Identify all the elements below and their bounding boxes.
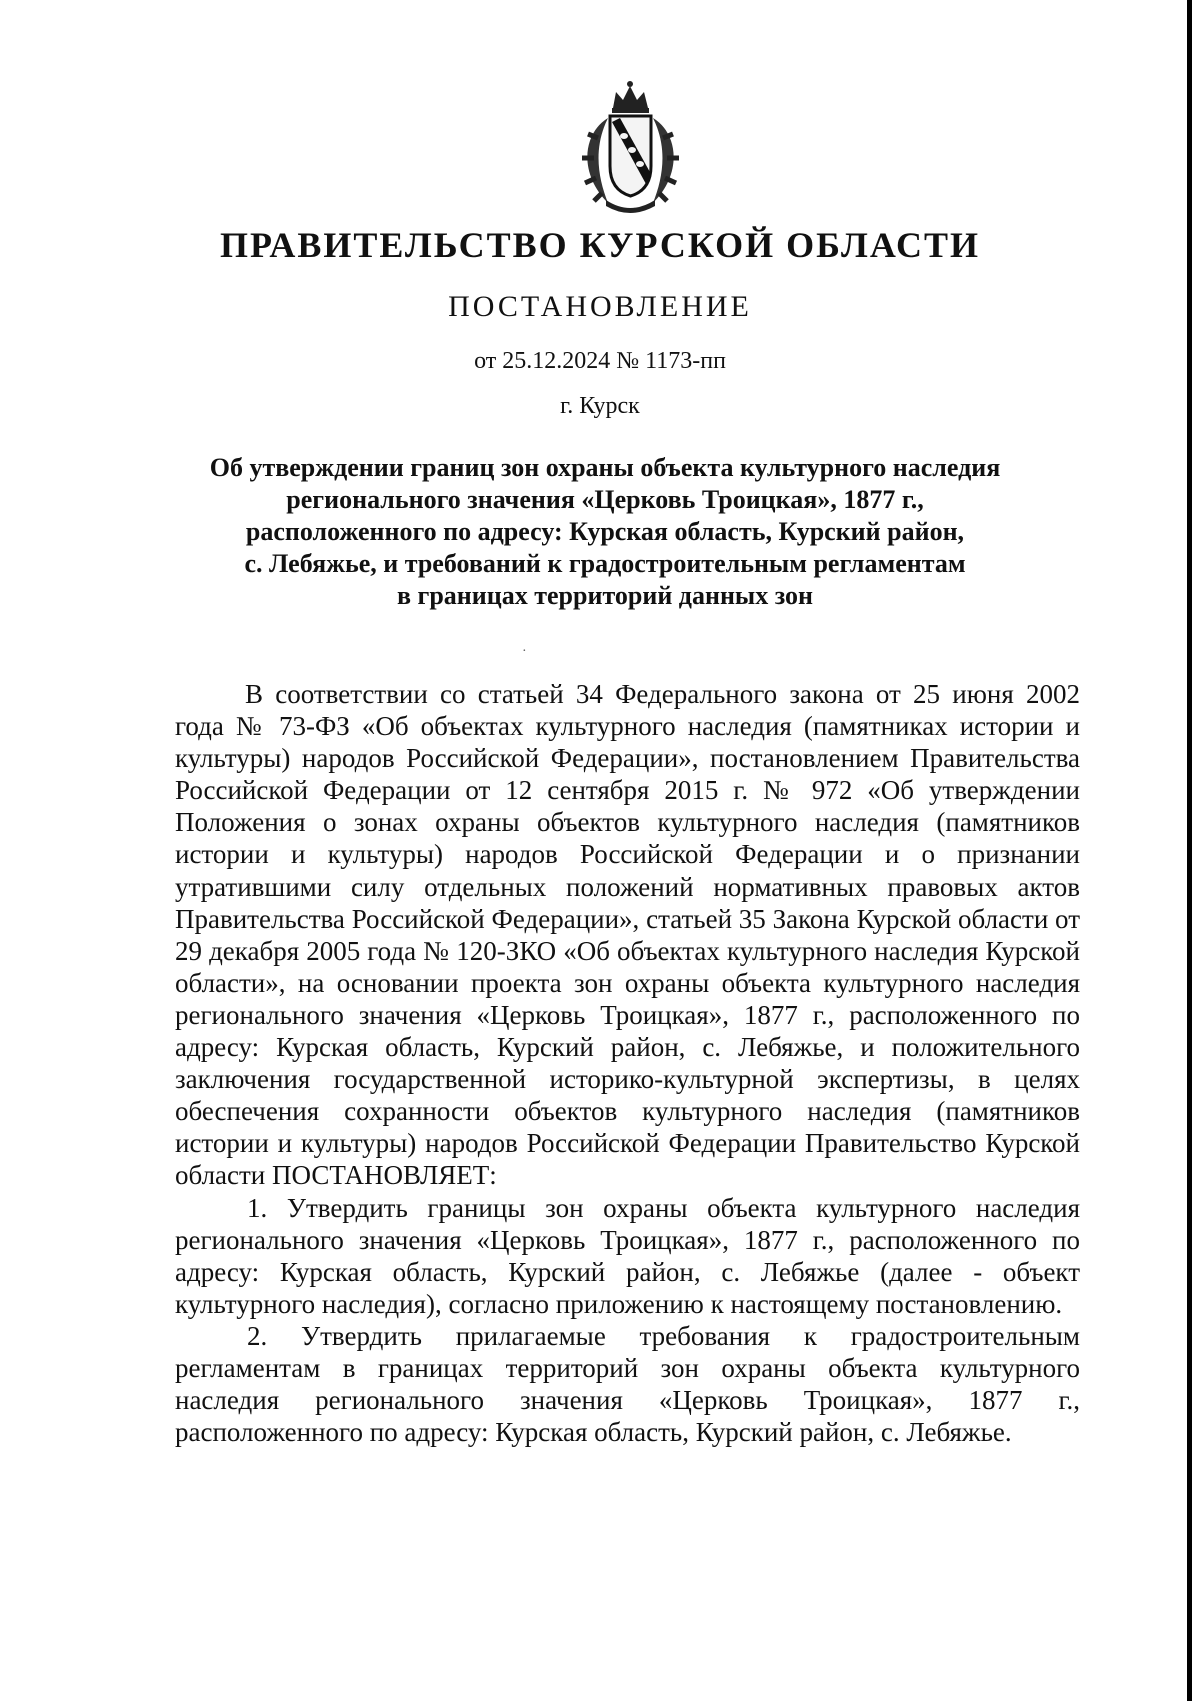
government-title: ПРАВИТЕЛЬСТВО КУРСКОЙ ОБЛАСТИ	[219, 225, 981, 265]
subject-line: в границах территорий данных зон	[397, 581, 813, 610]
kursk-coat-of-arms-icon	[568, 78, 693, 218]
subject-line: с. Лебяжье, и требований к градостроительным регламентам	[244, 549, 966, 578]
subject-line: расположенного по адресу: Курская область, Курский район,	[245, 517, 965, 546]
resolution-item-1: 1. Утвердить границы зон охраны объекта культурного наследия регионального значения «Церковь Троицкая», 1877 г., расположенного по адресу: Курская область, Курский район, с. Лебяжье (далее - объект культурного наследия), согласно приложению к настоящему постановлению.	[175, 1192, 1080, 1319]
document-date-number: от 25.12.2024 № 1173-пп	[474, 348, 726, 374]
document-subject	[180, 452, 1030, 612]
document-body	[175, 678, 1080, 1448]
preamble-paragraph: В соответствии со статьей 34 Федерального закона от 25 июня 2002 года № 73-ФЗ «Об объектах культурного наследия (памятниках истории и культуры) народов Российской Федерации», постановлением Правительства Российской Федерации от 12 сентября 2015 г. № 972 «Об утверждении Положения о зонах охраны объектов культурного наследия (памятников истории и культуры) народов Российской Федерации и о признании утратившими силу отдельных положений нормативных правовых актов Правительства Российской Федерации», статьей 35 Закона Курской области от 29 декабря 2005 года № 120-ЗКО «Об объектах культурного наследия Курской области», на основании проекта зон охраны объекта культурного наследия регионального значения «Церковь Троицкая», 1877 г., расположенного по адресу: Курская область, Курский район, с. Лебяжье, и положительного заключения государственной историко-культурной экспертизы, в целях обеспечения сохранности объектов культурного наследия (памятников истории и культуры) народов Российской Федерации Правительство Курской области ПОСТАНОВЛЯЕТ:	[175, 679, 1080, 1191]
subject-line: Об утверждении границ зон охраны объекта культурного наследия	[209, 453, 1001, 482]
subject-line: регионального значения «Церковь Троицкая», 1877 г.,	[286, 485, 924, 514]
scan-speck: ·	[522, 644, 527, 659]
document-type: ПОСТАНОВЛЕНИЕ	[448, 290, 752, 323]
document-city: г. Курск	[560, 393, 640, 419]
resolution-item-2: 2. Утвердить прилагаемые требования к градостроительным регламентам в границах территорий зон охраны объекта культурного наследия регионального значения «Церковь Троицкая», 1877 г., расположенного по адресу: Курская область, Курский район, с. Лебяжье.	[175, 1320, 1080, 1448]
